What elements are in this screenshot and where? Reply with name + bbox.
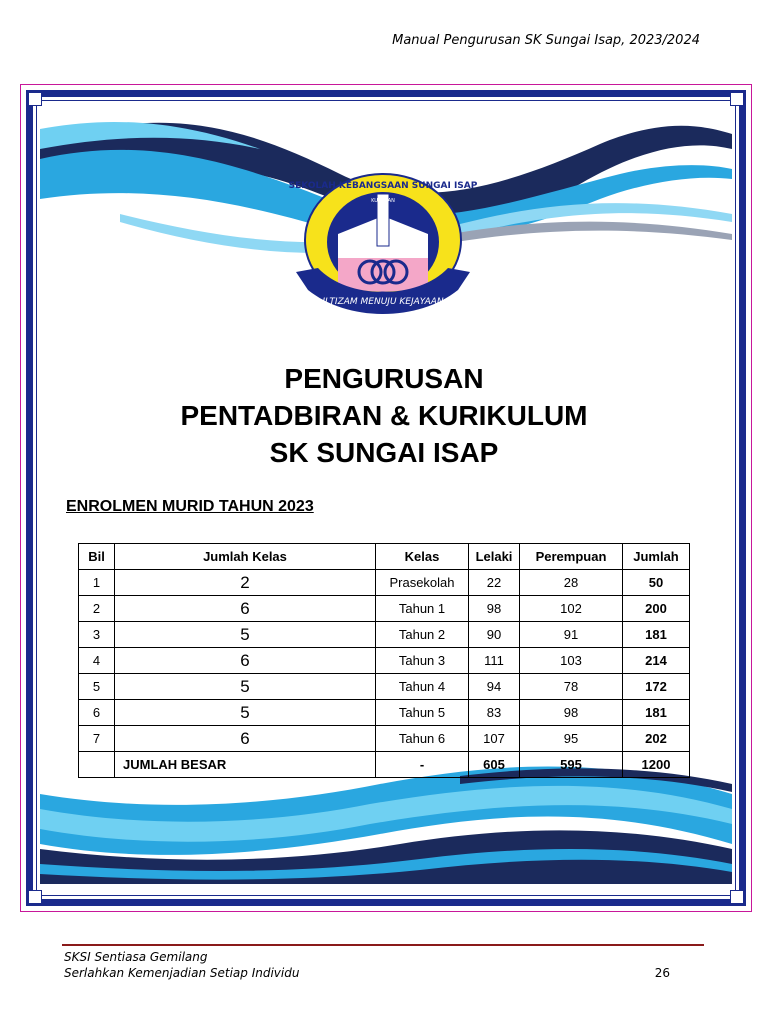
cell-lelaki: 22: [469, 570, 520, 596]
cell-kelas: Tahun 2: [376, 622, 469, 648]
table-row: [79, 648, 690, 674]
school-logo: [288, 172, 478, 330]
cell-bil: 5: [79, 674, 115, 700]
title-line-2: PENTADBIRAN & KURIKULUM: [180, 400, 588, 431]
cell-bil: 6: [79, 700, 115, 726]
cell-bil-empty: [79, 752, 115, 778]
cell-total-kelas: -: [376, 752, 469, 778]
cell-jumlah: 172: [623, 674, 690, 700]
cell-jumlah: 214: [623, 648, 690, 674]
logo-ring-text: SEKOLAH KEBANGSAAN SUNGAI ISAP: [288, 181, 478, 191]
cell-perempuan: 28: [520, 570, 623, 596]
enrolment-table: [78, 543, 690, 778]
col-header-jumlah: Jumlah: [623, 544, 690, 570]
cell-lelaki: 83: [469, 700, 520, 726]
col-header-lelaki: Lelaki: [469, 544, 520, 570]
table-row: [79, 622, 690, 648]
cell-perempuan: 95: [520, 726, 623, 752]
table-header-row: [79, 544, 690, 570]
cell-kelas: Tahun 5: [376, 700, 469, 726]
border-corner-ornament: [730, 92, 744, 106]
cell-total-label: JUMLAH BESAR: [115, 752, 376, 778]
cell-jumlah-kelas: 2: [115, 570, 376, 596]
cell-bil: 7: [79, 726, 115, 752]
cell-perempuan: 98: [520, 700, 623, 726]
table-row: [79, 700, 690, 726]
cell-jumlah: 200: [623, 596, 690, 622]
footer-divider: [62, 944, 704, 946]
cell-jumlah-kelas: 5: [115, 700, 376, 726]
table-row: [79, 726, 690, 752]
cell-perempuan: 103: [520, 648, 623, 674]
footer-slogan-1: SKSI Sentiasa Gemilang: [64, 950, 208, 964]
logo-small-text: KUANTAN: [371, 198, 395, 204]
col-header-jumlah-kelas: Jumlah Kelas: [115, 544, 376, 570]
cell-total-jumlah: 1200: [623, 752, 690, 778]
cell-jumlah-kelas: 6: [115, 648, 376, 674]
cell-perempuan: 102: [520, 596, 623, 622]
cell-bil: 4: [79, 648, 115, 674]
cell-perempuan: 91: [520, 622, 623, 648]
cell-kelas: Tahun 3: [376, 648, 469, 674]
cell-total-lelaki: 605: [469, 752, 520, 778]
cell-bil: 3: [79, 622, 115, 648]
logo-motto: ILTIZAM MENUJU KEJAYAAN: [322, 297, 444, 307]
col-header-kelas: Kelas: [376, 544, 469, 570]
cell-bil: 2: [79, 596, 115, 622]
cell-lelaki: 107: [469, 726, 520, 752]
cell-bil: 1: [79, 570, 115, 596]
table-row: [79, 570, 690, 596]
cell-jumlah: 181: [623, 700, 690, 726]
cell-jumlah-kelas: 6: [115, 726, 376, 752]
col-header-bil: Bil: [79, 544, 115, 570]
cell-jumlah: 202: [623, 726, 690, 752]
border-corner-ornament: [28, 890, 42, 904]
page-number: 26: [654, 966, 670, 980]
running-header: Manual Pengurusan SK Sungai Isap, 2023/2024: [392, 33, 700, 48]
cell-jumlah-kelas: 6: [115, 596, 376, 622]
cell-jumlah: 181: [623, 622, 690, 648]
col-header-perempuan: Perempuan: [520, 544, 623, 570]
cell-lelaki: 98: [469, 596, 520, 622]
table-row: [79, 674, 690, 700]
cell-kelas: Tahun 4: [376, 674, 469, 700]
cell-jumlah: 50: [623, 570, 690, 596]
table-total-row: [79, 752, 690, 778]
cell-jumlah-kelas: 5: [115, 622, 376, 648]
title-line-1: PENGURUSAN: [284, 363, 484, 394]
cell-lelaki: 111: [469, 648, 520, 674]
cell-kelas: Tahun 1: [376, 596, 469, 622]
cell-lelaki: 90: [469, 622, 520, 648]
section-title: ENROLMEN MURID TAHUN 2023: [66, 498, 314, 515]
cell-total-perempuan: 595: [520, 752, 623, 778]
title-line-3: SK SUNGAI ISAP: [269, 437, 499, 468]
table-row: [79, 596, 690, 622]
footer-slogan-2: Serlahkan Kemenjadian Setiap Individu: [64, 966, 300, 980]
cell-kelas: Tahun 6: [376, 726, 469, 752]
cell-jumlah-kelas: 5: [115, 674, 376, 700]
border-corner-ornament: [730, 890, 744, 904]
cell-kelas: Prasekolah: [376, 570, 469, 596]
cell-lelaki: 94: [469, 674, 520, 700]
cell-perempuan: 78: [520, 674, 623, 700]
